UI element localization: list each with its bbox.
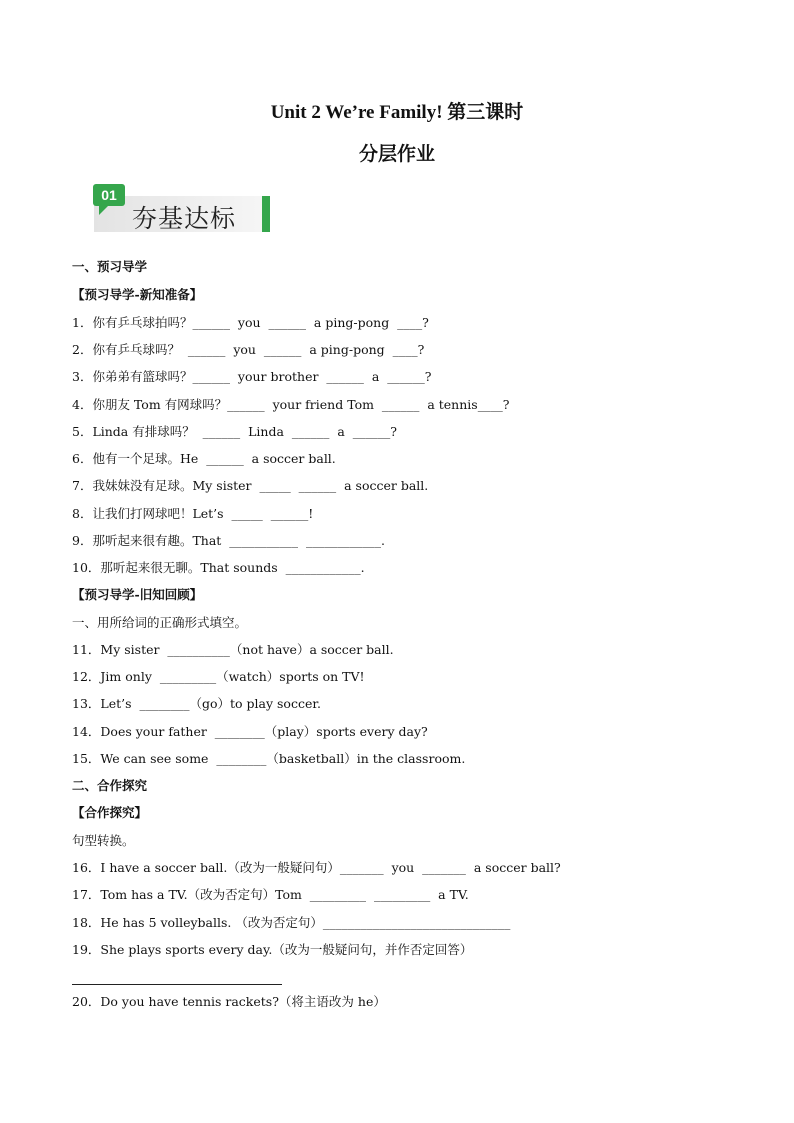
speech-tail-icon xyxy=(99,206,108,215)
question-line: 17．Tom has a TV.（改为否定句）Tom _________ _________ a TV. xyxy=(72,887,469,902)
subsection-heading: 【预习导学-旧知回顾】 xyxy=(72,587,203,602)
question-line: 18．He has 5 volleyballs. （改为否定句）______________________________ xyxy=(72,915,511,930)
question-line: 19．She plays sports every day.（改为一般疑问句，并作否定回答） xyxy=(72,942,473,957)
question-line: 2．你有乒乓球吗？ ______ you ______ a ping-pong ____? xyxy=(72,342,425,357)
subsection-heading: 【合作探究】 xyxy=(72,805,148,820)
banner-number-tab: 01 xyxy=(93,184,125,206)
question-line: 1．你有乒乓球拍吗？______ you ______ a ping-pong ____? xyxy=(72,315,429,330)
section-heading: 一、预习导学 xyxy=(72,259,148,274)
subsection-heading: 【预习导学-新知准备】 xyxy=(72,287,203,302)
question-line: 7．我妹妹没有足球。My sister _____ ______ a soccer ball. xyxy=(72,478,429,493)
question-line: 6．他有一个足球。He ______ a soccer ball. xyxy=(72,451,336,466)
question-line: 16．I have a soccer ball.（改为一般疑问句）_______ you _______ a soccer ball? xyxy=(72,860,561,875)
question-line: 14．Does your father ________（play）sports every day? xyxy=(72,724,428,739)
question-line: 5．Linda 有排球吗？ ______ Linda ______ a ______? xyxy=(72,424,397,439)
instruction-line: 句型转换。 xyxy=(72,833,135,848)
question-line: 4．你朋友 Tom 有网球吗？______ your friend Tom ______ a tennis____? xyxy=(72,397,510,412)
answer-blank-line xyxy=(72,984,282,985)
question-line: 12．Jim only _________（watch）sports on TV! xyxy=(72,669,365,684)
section-heading: 二、合作探究 xyxy=(72,778,148,793)
banner-accent-bar xyxy=(262,196,270,232)
question-line: 13．Let’s ________（go）to play soccer. xyxy=(72,696,321,711)
question-line: 15．We can see some ________（basketball）in the classroom. xyxy=(72,751,466,766)
question-line: 20．Do you have tennis rackets?（将主语改为 he） xyxy=(72,994,386,1009)
section-banner xyxy=(88,181,272,236)
worksheet-subtitle: 分层作业 xyxy=(358,143,435,165)
question-line: 3．你弟弟有篮球吗？______ your brother ______ a ______? xyxy=(72,369,432,384)
instruction-line: 一、用所给词的正确形式填空。 xyxy=(72,615,248,630)
worksheet-title: Unit 2 We’re Family! 第三课时 xyxy=(270,102,524,123)
banner-label: 夯基达标 xyxy=(132,204,237,233)
question-line: 11．My sister __________（not have）a soccer ball. xyxy=(72,642,394,657)
question-line: 8．让我们打网球吧！Let’s _____ ______! xyxy=(72,506,314,521)
question-line: 10．那听起来很无聊。That sounds ____________. xyxy=(72,560,365,575)
question-line: 9．那听起来很有趣。That ___________ ____________. xyxy=(72,533,385,548)
